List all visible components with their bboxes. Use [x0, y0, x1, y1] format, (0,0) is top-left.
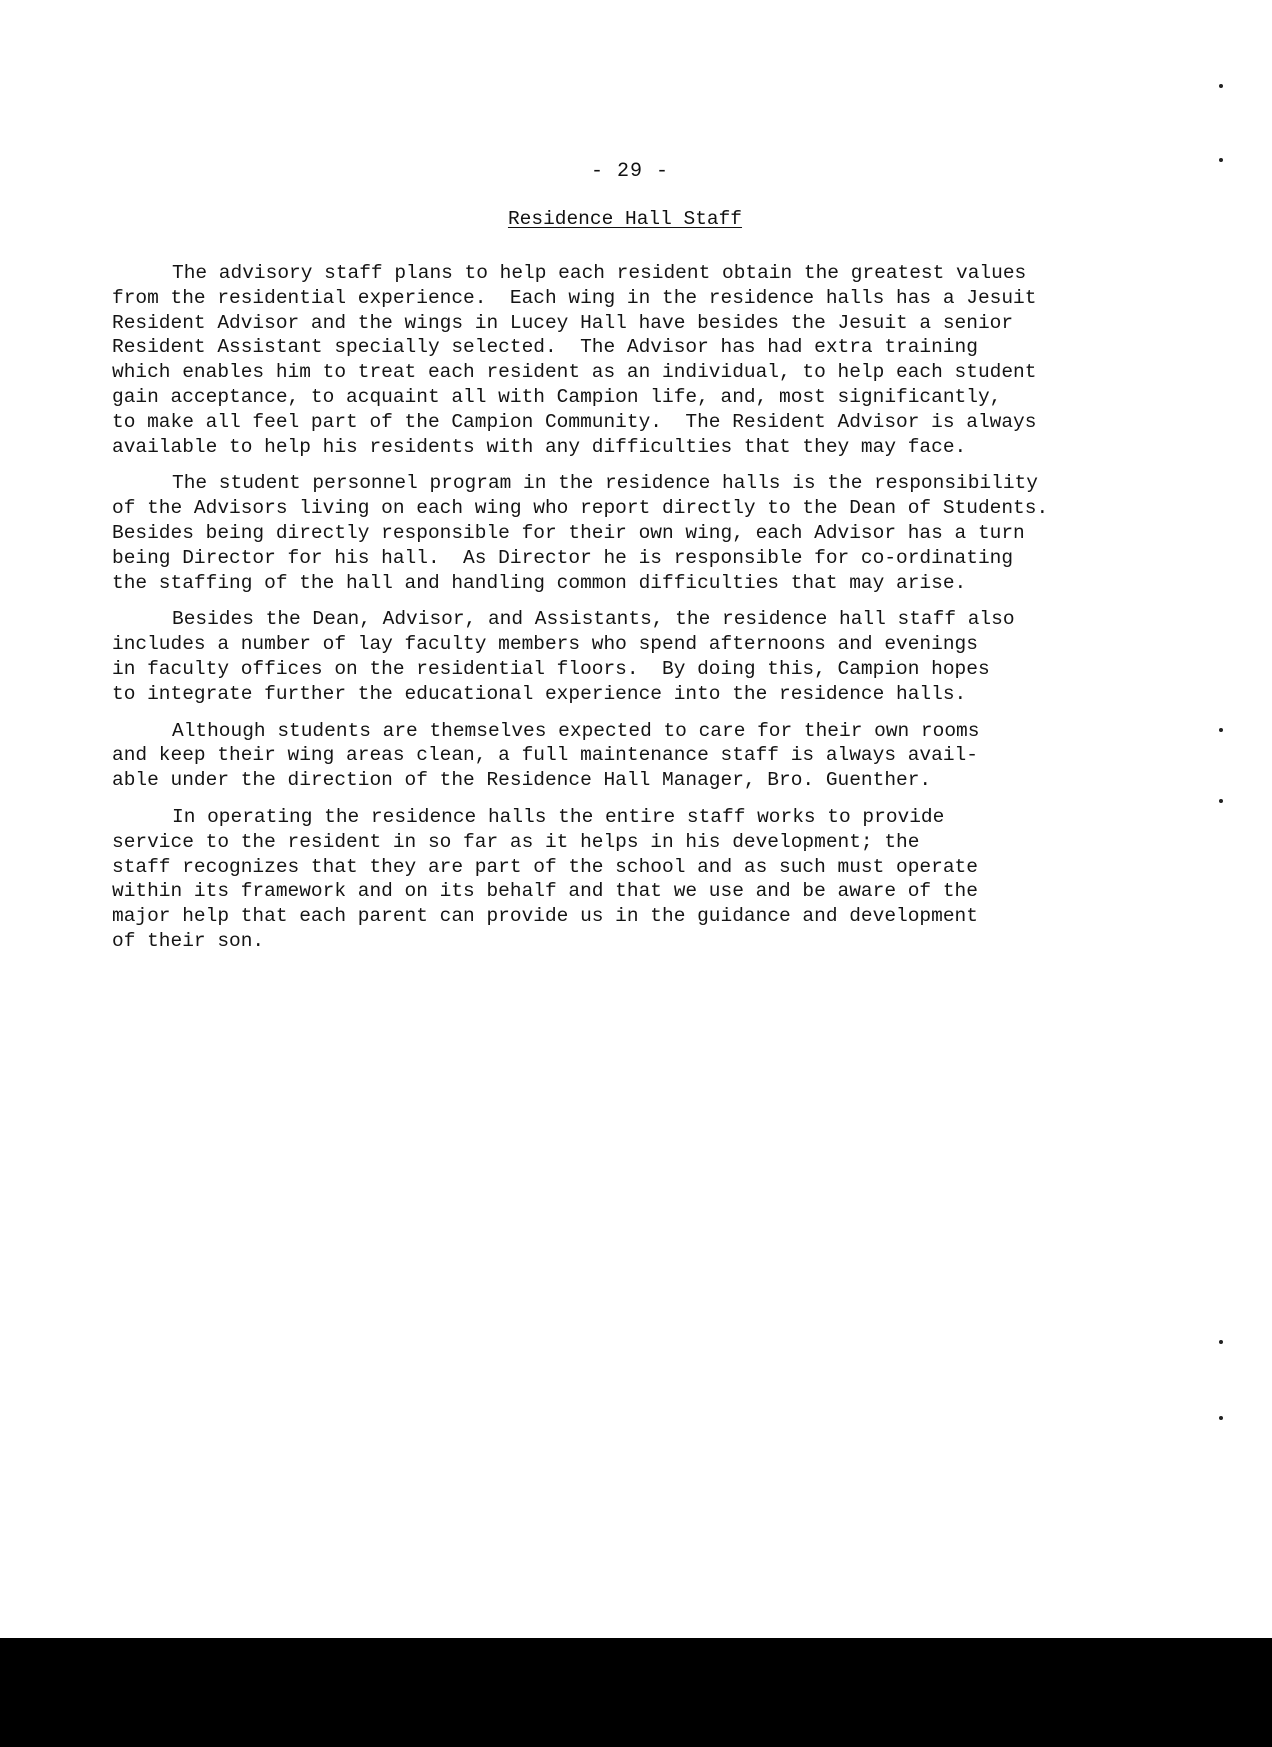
paragraph-line: The advisory staff plans to help each resident obtain the greatest values [172, 262, 1027, 284]
paragraph-line: Besides being directly responsible for their own wing, each Advisor has a turn [112, 521, 1025, 544]
paragraph-line: gain acceptance, to acquaint all with Campion life, and, most significantly, [112, 385, 1002, 408]
scan-speck [1219, 799, 1223, 803]
scan-speck [1219, 1416, 1223, 1420]
paragraph-5 [112, 805, 1122, 954]
scan-speck [1219, 1340, 1223, 1344]
paragraph-line: Resident Assistant specially selected. The Advisor has had extra training [112, 336, 978, 359]
scan-black-border [0, 1638, 1272, 1747]
paragraph-line: major help that each parent can provide us in the guidance and development [112, 905, 978, 928]
page-number: - 29 - [590, 160, 669, 183]
paragraph-line: and keep their wing areas clean, a full maintenance staff is always avail- [112, 744, 978, 767]
paragraph-line: Although students are themselves expected to care for their own rooms [172, 719, 980, 742]
paragraph-line: being Director for his hall. As Director he is responsible for co-ordinating [112, 546, 1014, 569]
paragraph-line: available to help his residents with any difficulties that they may face. [112, 435, 967, 458]
paragraph-line: able under the direction of the Residence Hall Manager, Bro. Guenther. [112, 769, 932, 792]
paragraph-2 [112, 471, 1122, 595]
paragraph-line: staff recognizes that they are part of the school and as such must operate [112, 855, 978, 878]
paragraph-line: includes a number of lay faculty members who spend afternoons and evenings [112, 633, 978, 656]
paragraph-line: The student personnel program in the residence halls is the responsibility [172, 472, 1038, 495]
paragraph-line: In operating the residence halls the entire staff works to provide [172, 805, 945, 828]
paragraph-1 [112, 261, 1122, 459]
scan-speck [1219, 158, 1223, 162]
paragraph-line: of the Advisors living on each wing who report directly to the Dean of Students. [112, 497, 1049, 520]
paragraph-line: Besides the Dean, Advisor, and Assistants, the residence hall staff also [172, 608, 1015, 631]
scan-speck [1219, 84, 1223, 88]
paragraph-line: within its framework and on its behalf and that we use and be aware of the [112, 880, 978, 903]
paragraph-line: Resident Advisor and the wings in Lucey Hall have besides the Jesuit a senior [112, 311, 1014, 334]
paragraph-line: to make all feel part of the Campion Community. The Resident Advisor is always [112, 410, 1037, 433]
document-title: Residence Hall Staff [507, 208, 743, 230]
paragraph-line: the staffing of the hall and handling common difficulties that may arise. [112, 571, 967, 594]
paragraph-line: which enables him to treat each resident as an individual, to help each student [112, 361, 1037, 384]
paragraph-line: in faculty offices on the residential floors. By doing this, Campion hopes [112, 657, 990, 680]
paragraph-4 [112, 719, 1122, 793]
scan-speck [1219, 728, 1223, 732]
paragraph-line: of their son. [112, 929, 265, 952]
paragraph-line: to integrate further the educational experience into the residence halls. [112, 682, 967, 705]
document-body [112, 261, 1122, 966]
paragraph-line: from the residential experience. Each wing in the residence halls has a Jesuit [112, 286, 1037, 309]
paragraph-3 [112, 607, 1122, 706]
paragraph-line: service to the resident in so far as it helps in his development; the [112, 830, 920, 853]
